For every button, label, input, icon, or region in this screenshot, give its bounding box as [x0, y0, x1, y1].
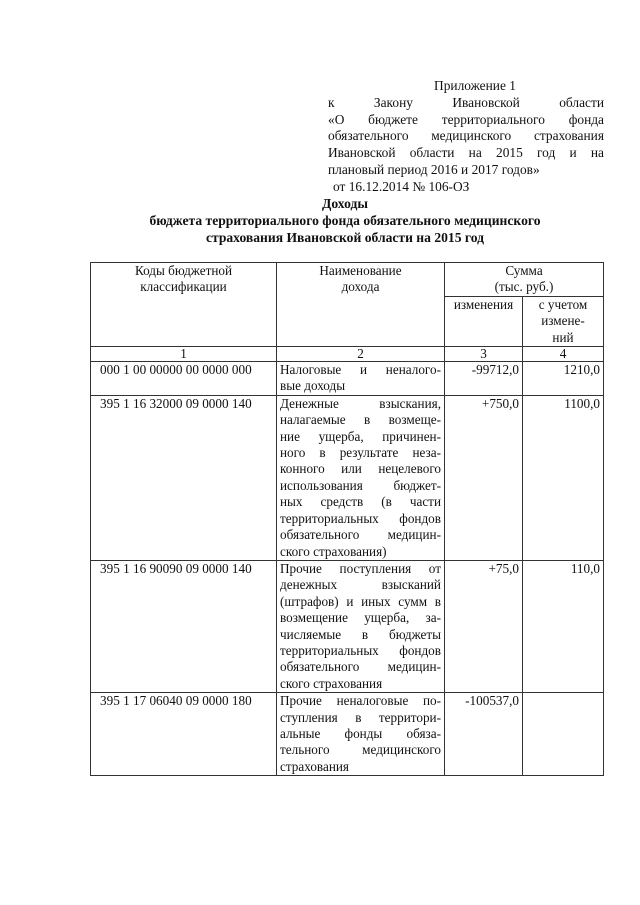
column-numbers-row: [91, 347, 604, 362]
revenue-name-line: использования бюджет-: [280, 477, 441, 493]
header-text: классификации: [140, 279, 227, 295]
revenue-name: [277, 395, 445, 560]
appendix-line: «О бюджете территориального фонда: [328, 111, 604, 127]
column-number: 1: [91, 347, 277, 362]
revenue-name-line: Прочие неналоговые по-: [280, 693, 441, 709]
revenue-table: [90, 262, 604, 776]
amount-change: -99712,0: [445, 362, 523, 396]
header-text: Сумма: [505, 263, 543, 278]
header-with-changes: [523, 296, 604, 346]
revenue-name-line: альные фонды обяза-: [280, 725, 441, 741]
budget-code: 395 1 16 32000 09 0000 140: [91, 395, 277, 560]
revenue-name-line: конного или нецелевого: [280, 461, 441, 477]
amount-total: 1100,0: [523, 395, 604, 560]
revenue-name-line: Прочие поступления от: [280, 560, 441, 576]
revenue-name-line: тельного медицинского: [280, 742, 441, 758]
appendix-date: от 16.12.2014 № 106-ОЗ: [333, 178, 470, 194]
revenue-name-line: (штрафов) и иных сумм в: [280, 593, 441, 609]
header-changes: изменения: [445, 296, 523, 346]
revenue-name-line: числяемые в бюджеты: [280, 626, 441, 642]
revenue-name-line: налагаемые в возмеще-: [280, 412, 441, 428]
appendix-title: Приложение 1: [434, 78, 516, 93]
revenue-name-line: вые доходы: [280, 378, 346, 394]
revenue-name-line: Денежные взыскания,: [280, 395, 441, 411]
header-codes: [91, 263, 277, 347]
column-number: 4: [523, 347, 604, 362]
table-row: [91, 395, 604, 560]
amount-total: [523, 693, 604, 776]
header-text: с учетом: [538, 296, 588, 312]
table-row: [91, 362, 604, 396]
appendix-block: [328, 78, 604, 196]
revenue-name-line: территориальных фондов: [280, 642, 441, 658]
revenue-name-line: ступления в территори-: [280, 709, 441, 725]
revenue-name-line: территориальных фондов: [280, 510, 441, 526]
revenue-name-line: денежных взысканий: [280, 577, 441, 593]
revenue-name: [277, 362, 445, 396]
budget-code: 395 1 17 06040 09 0000 180: [91, 693, 277, 776]
table-row: [91, 560, 604, 692]
amount-change: +750,0: [445, 395, 523, 560]
column-number: 2: [277, 347, 445, 362]
amount-change: -100537,0: [445, 693, 523, 776]
header-text: дохода: [341, 279, 380, 295]
header-sum: [445, 263, 604, 297]
table-header-row: [91, 263, 604, 297]
header-text: (тыс. руб.): [494, 279, 554, 295]
header-text: Коды бюджетной: [134, 263, 233, 278]
appendix-line: Ивановской области на 2015 год и на: [328, 145, 604, 161]
document-title: Доходы: [322, 196, 368, 211]
header-name: [277, 263, 445, 347]
document-subtitle-line: бюджета территориального фонда обязательного медицинского: [149, 213, 541, 228]
revenue-name-line: ного в результате неза-: [280, 445, 441, 461]
revenue-name-line: обязательного медицин-: [280, 659, 441, 675]
revenue-name-line: возмещение ущерба, за-: [280, 610, 441, 626]
revenue-name-line: Налоговые и неналого-: [280, 362, 441, 378]
table-row: [91, 693, 604, 776]
amount-total: 1210,0: [523, 362, 604, 396]
revenue-name: [277, 693, 445, 776]
header-text: ний: [552, 329, 574, 345]
revenue-name-line: ского страхования: [280, 675, 383, 691]
revenue-name-line: ние ущерба, причинен-: [280, 428, 441, 444]
amount-change: +75,0: [445, 560, 523, 692]
column-number: 3: [445, 347, 523, 362]
appendix-line: плановый период 2016 и 2017 годов»: [328, 161, 540, 177]
budget-code: 000 1 00 00000 00 0000 000: [91, 362, 277, 396]
revenue-name-line: обязательного медицин-: [280, 527, 441, 543]
revenue-name-line: ского страхования): [280, 543, 387, 559]
appendix-line: обязательного медицинского страхования: [328, 128, 604, 144]
amount-total: 110,0: [523, 560, 604, 692]
revenue-name-line: ных средств (в части: [280, 494, 441, 510]
revenue-name: [277, 560, 445, 692]
appendix-line: к Закону Ивановской области: [328, 94, 604, 110]
revenue-name-line: страхования: [280, 758, 349, 774]
document-subtitle-line: страхования Ивановской области на 2015 год: [205, 230, 485, 245]
header-text: измене-: [541, 313, 585, 329]
budget-code: 395 1 16 90090 09 0000 140: [91, 560, 277, 692]
header-text: Наименование: [319, 263, 402, 278]
